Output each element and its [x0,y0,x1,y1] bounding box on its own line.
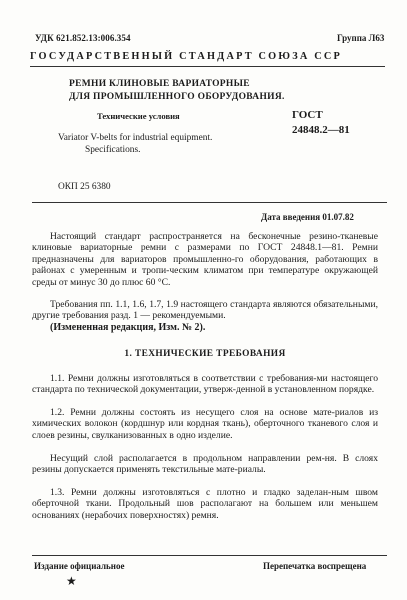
gost-designation [292,108,350,138]
footer-rule [32,555,387,556]
paragraph-1-2: 1.2. Ремни должны состоять из несущего слоя на основе мате-риалов из химических волокон (кордшнур или кордная ткань), оберточного тканевого слоя и слоев резины, свулканизованных в одно изделие. [32,407,378,441]
header-rule [30,66,385,67]
intro-paragraph-2: Требования пп. 1.1, 1.6, 1.7, 1.9 настоящего стандарта являются обязательными, другие требования разд. 1 — рекомендуемыми. [32,299,378,322]
title-line-1: РЕМНИ КЛИНОВЫЕ ВАРИАТОРНЫЕ [69,79,250,89]
official-edition: Издание официальное [34,561,125,571]
okp-rule [32,202,387,203]
paragraph-1-2-continued: Несущий слой располагается в продольном направлении рем-ня. В слоях резины допускается применять текстильные мате-риалы. [32,453,378,476]
intro-date: Дата введения 01.07.82 [261,212,354,222]
english-title [58,132,212,156]
paragraph-1-3: 1.3. Ремни должны изготовляться с плотно и гладко заделан-ным швом оберточной ткани. Продольный шов располагают на большем или меньшем основаниях (нерабочих поверхностях) ремня. [32,487,378,521]
state-standard-banner: ГОСУДАРСТВЕННЫЙ СТАНДАРТ СОЮЗА ССР [30,51,342,62]
english-title-line-1: Variator V-belts for industrial equipment. [58,133,213,143]
star-icon: ★ [66,574,77,588]
document-title [69,78,285,104]
english-title-line-2: Specifications. [85,145,141,155]
group-code: Группа Л63 [337,33,385,43]
amendment-note: (Измененная редакция, Изм. № 2). [50,322,206,333]
tech-conditions-label: Технические условия [97,111,180,121]
paragraph-1-1: 1.1. Ремни должны изготовляться в соответствии с требования-ми настоящего стандарта по технической документации, утверж-денной в установленном порядке. [32,373,378,396]
gost-number: 24848.2—81 [292,124,350,136]
udk-code: УДК 621.852.13:006.354 [35,33,131,43]
section-heading: 1. ТЕХНИЧЕСКИЕ ТРЕБОВАНИЯ [124,349,286,359]
okp-code: ОКП 25 6380 [58,182,111,192]
gost-label: ГОСТ [292,109,323,121]
intro-paragraph-1: Настоящий стандарт распространяется на бесконечные резино-тканевые клиновые вариаторные ремни с размерами по ГОСТ 24848.1—81. Ремни предназначены для вариаторов промышленно-го оборудования, работающих в районах с умеренным и тропи-ческим климатом при температуре окружающей среды от минус 30 до плюс 60 °С. [32,231,378,288]
title-line-2: ДЛЯ ПРОМЫШЛЕННОГО ОБОРУДОВАНИЯ. [69,92,285,102]
reprint-prohibited: Перепечатка воспрещена [263,561,367,571]
